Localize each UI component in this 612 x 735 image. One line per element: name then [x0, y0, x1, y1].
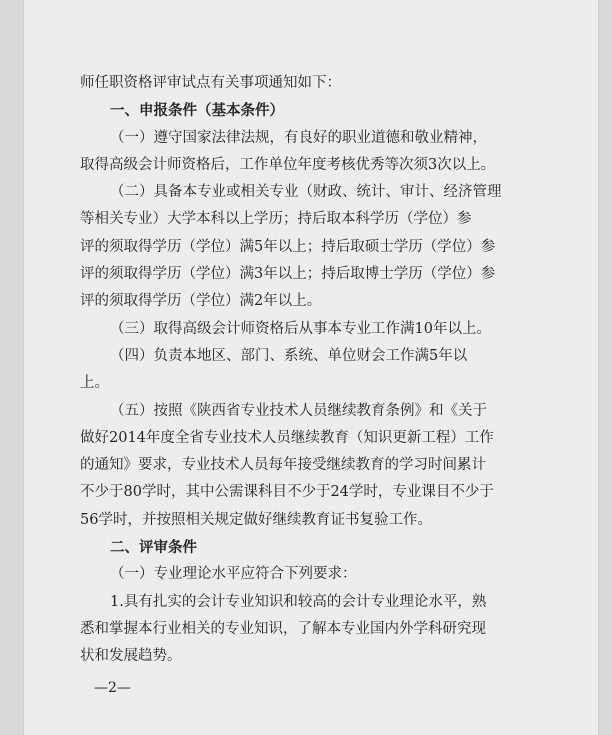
document-body [80, 70, 548, 671]
section-heading: 二、评审条件 [110, 539, 197, 557]
body-line: 56学时，并按照相关规定做好继续教育证书复验工作。 [80, 511, 432, 528]
body-line: 上。 [80, 375, 109, 392]
body-line: 等相关专业）大学本科以上学历；持后取本科学历（学位）参 [80, 211, 472, 228]
body-line: （一）遵守国家法律法规，有良好的职业道德和敬业精神， [110, 129, 487, 146]
body-line: 不少于80学时，其中公需课科目不少于24学时，专业课目不少于 [80, 484, 494, 501]
body-line: （二）具备本专业或相关专业（财政、统计、审计、经济管理 [110, 184, 502, 201]
body-line: 评的须取得学历（学位）满5年以上；持后取硕士学历（学位）参 [80, 238, 496, 255]
body-line: 悉和掌握本行业相关的专业知识，了解本专业国内外学科研究现 [80, 620, 486, 637]
body-line: 取得高级会计师资格后，工作单位年度考核优秀等次须3次以上。 [80, 156, 496, 173]
body-line: 评的须取得学历（学位）满3年以上；持后取博士学历（学位）参 [80, 266, 496, 283]
body-line: （五）按照《陕西省专业技术人员继续教育条例》和《关于 [110, 402, 487, 419]
body-line: （四）负责本地区、部门、系统、单位财会工作满5年以 [110, 347, 468, 364]
body-line: 评的须取得学历（学位）满2年以上。 [80, 293, 322, 310]
body-line: 1.具有扎实的会计专业知识和较高的会计专业理论水平，熟 [110, 593, 487, 610]
section-heading: 一、申报条件（基本条件） [110, 102, 284, 120]
body-line: （一）专业理论水平应符合下列要求： [110, 566, 357, 583]
body-line: 状和发展趋势。 [80, 648, 182, 665]
body-line: （三）取得高级会计师资格后从事本专业工作满10年以上。 [110, 320, 491, 337]
body-line: 师任职资格评审试点有关事项通知如下： [80, 75, 341, 91]
document-page [24, 0, 598, 735]
body-line: 做好2014年度全省专业技术人员继续教育（知识更新工程）工作 [80, 429, 494, 446]
body-line: 的通知》要求，专业技术人员每年接受继续教育的学习时间累计 [80, 457, 486, 474]
page-number: —2— [94, 680, 131, 696]
